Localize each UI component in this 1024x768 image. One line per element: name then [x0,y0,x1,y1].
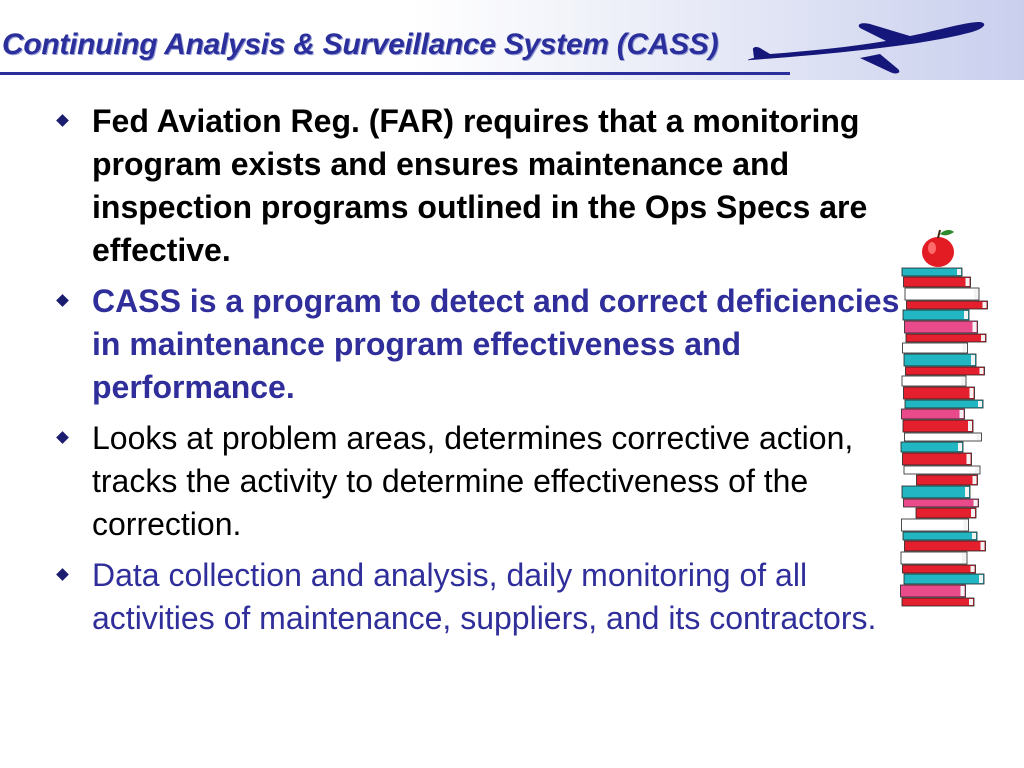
book-pages [983,302,987,308]
bullet-text: Looks at problem areas, determines corrective action, tracks the activity to determine effectiveness of the correction. [92,420,854,542]
book-icon [902,409,965,419]
books-group [901,268,988,606]
book-icon [905,433,982,441]
book-icon [917,475,978,485]
bullet-item [52,417,902,546]
book-icon [901,552,967,564]
book-icon [905,541,986,551]
bullet-item [52,280,902,409]
diamond-bullet-icon [56,431,69,444]
book-pages [963,344,967,352]
book-icon [905,400,983,408]
book-pages [971,355,975,365]
title-underline [0,72,790,75]
book-icon [902,598,974,606]
book-icon [903,310,969,320]
bullet-text: Data collection and analysis, daily monitoring of all activities of maintenance, suppliers, and its contractors. [92,557,877,636]
book-pages [961,586,965,596]
book-stack-icon [884,228,996,608]
book-pages [967,454,971,464]
book-icon [901,442,963,452]
book-pages [977,434,981,440]
book-icon [907,301,988,309]
bullet-list [52,100,902,648]
book-icon [906,334,986,342]
airplane-icon [740,14,990,78]
diamond-bullet-icon [56,114,69,127]
book-pages [973,322,977,332]
bullet-text: CASS is a program to detect and correct deficiencies in maintenance program effectiveness and performance. [92,283,900,405]
book-pages [964,311,968,319]
book-pages [971,566,975,572]
book-icon [904,466,980,474]
book-pages [974,289,978,299]
book-pages [974,500,978,506]
bullet-text: Fed Aviation Reg. (FAR) requires that a monitoring program exists and ensures maintenance and inspection programs outlined in the Ops Specs are effective. [92,103,868,268]
book-pages [966,278,970,286]
bullet-item [52,554,902,640]
book-icon [902,519,969,531]
book-pages [973,476,977,484]
book-pages [979,575,983,583]
book-icon [906,367,985,375]
book-icon [904,354,976,366]
diamond-bullet-icon [56,294,69,307]
book-pages [969,599,973,605]
book-pages [978,401,982,407]
book-icon [902,486,970,498]
book-icon [903,453,972,465]
book-pages [981,542,985,550]
book-pages [958,443,962,451]
book-icon [905,321,978,333]
book-icon [904,574,984,584]
book-pages [970,388,974,398]
book-pages [981,335,985,341]
book-icon [916,508,976,518]
book-icon [904,387,975,399]
book-icon [903,343,968,353]
book-pages [957,269,961,275]
book-pages [965,487,969,497]
bullet-item [52,100,902,272]
book-pages [980,368,984,374]
diamond-bullet-icon [56,568,69,581]
book-icon [903,532,977,540]
book-icon [903,420,973,432]
book-pages [962,553,966,563]
book-pages [961,377,965,385]
book-pages [968,421,972,431]
book-icon [902,376,966,386]
book-icon [904,277,971,287]
book-pages [972,533,976,539]
book-icon [904,499,979,507]
book-pages [975,467,979,473]
book-icon [902,268,962,276]
slide-title: Continuing Analysis & Surveillance System (CASS) [2,28,719,61]
book-icon [905,288,979,300]
book-icon [903,565,976,573]
book-pages [971,509,975,517]
book-icon [901,585,966,597]
book-pages [964,520,968,530]
book-pages [960,410,964,418]
apple-icon [922,230,954,267]
